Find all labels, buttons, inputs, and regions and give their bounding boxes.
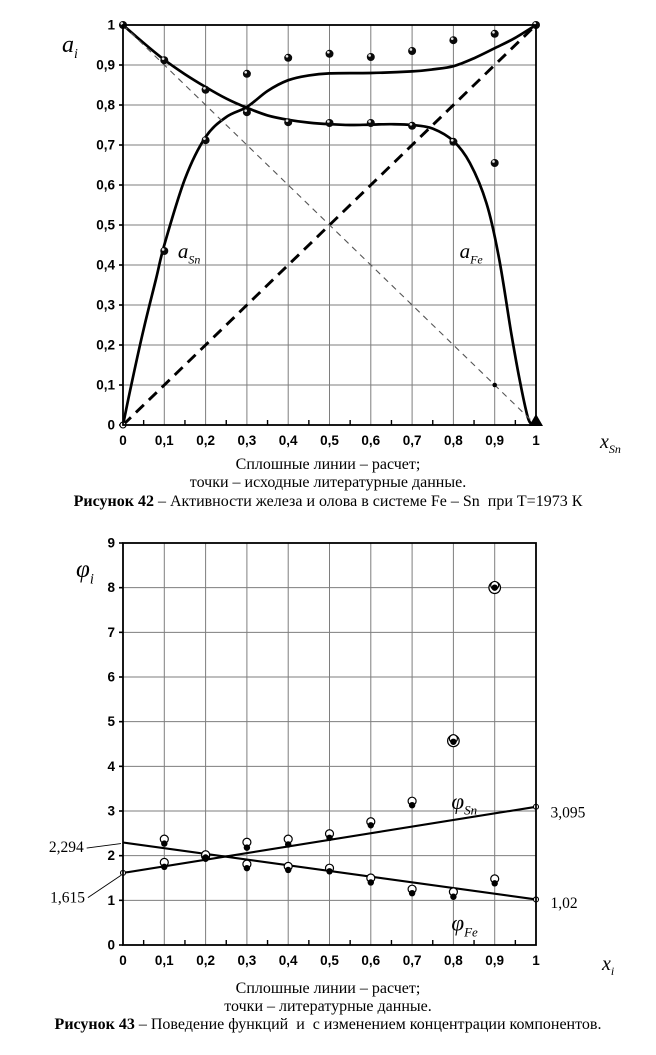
svg-text:0,5: 0,5: [320, 953, 339, 968]
svg-text:0,2: 0,2: [196, 953, 215, 968]
svg-text:φi: $\varphi_i$: [76, 556, 94, 588]
svg-text:0,8: 0,8: [444, 953, 463, 968]
svg-text:0,9: 0,9: [485, 433, 505, 448]
svg-text:1: 1: [532, 433, 540, 448]
svg-text:7: 7: [107, 624, 115, 640]
figure43-note-line1: Сплошные линии – расчет;: [235, 980, 421, 997]
svg-text:0,4: 0,4: [278, 953, 298, 968]
svg-text:0,4: 0,4: [278, 433, 298, 448]
svg-text:0: 0: [119, 433, 127, 448]
figure43-caption-label: Рисунок 43: [54, 1016, 135, 1033]
svg-text:0,8: 0,8: [444, 433, 463, 448]
svg-text:0,7: 0,7: [402, 433, 422, 448]
figure42-note-line2: точки – исходные литературные данные.: [189, 474, 467, 491]
figure42-caption-label: Рисунок 42: [73, 493, 154, 510]
svg-text:6: 6: [107, 669, 115, 685]
svg-text:0: 0: [107, 417, 115, 433]
phi-functions-chart: [0, 530, 656, 980]
svg-text:0,3: 0,3: [237, 433, 257, 448]
svg-text:0,7: 0,7: [96, 137, 115, 153]
svg-text:0,6: 0,6: [361, 953, 381, 968]
svg-text:0,5: 0,5: [320, 433, 339, 448]
svg-text:1: 1: [107, 17, 115, 33]
svg-text:9: 9: [107, 535, 115, 551]
svg-text:0: 0: [119, 953, 127, 968]
fe-sn-activity-chart: [0, 0, 656, 455]
svg-text:0,5: 0,5: [96, 217, 115, 233]
svg-text:1,02: 1,02: [550, 894, 578, 912]
svg-text:0,2: 0,2: [196, 433, 215, 448]
svg-text:0: 0: [107, 937, 115, 953]
svg-text:aFe: $a_{Fe}$: [459, 238, 483, 267]
svg-text:0,3: 0,3: [96, 297, 115, 313]
svg-text:xi: $x_i$: [602, 953, 615, 979]
svg-text:0,7: 0,7: [402, 953, 422, 968]
svg-text:0,1: 0,1: [154, 433, 174, 448]
svg-text:xSn: $x_{Sn}$: [600, 431, 621, 455]
svg-text:1,615: 1,615: [50, 889, 86, 907]
svg-text:0,9: 0,9: [485, 953, 505, 968]
svg-text:1: 1: [532, 953, 540, 968]
svg-text:0,8: 0,8: [96, 97, 115, 113]
figure43-note-line2: точки – литературные данные.: [224, 998, 432, 1015]
figure42-note-line1: Сплошные линии – расчет;: [235, 456, 421, 473]
svg-text:2: 2: [107, 848, 115, 864]
svg-text:3,095: 3,095: [550, 804, 586, 822]
svg-text:8: 8: [107, 580, 115, 596]
svg-text:φSn: $\varphi_{Sn}$: [451, 788, 478, 818]
svg-text:3: 3: [107, 803, 115, 819]
figure43-caption-text: – Поведение функций и с изменением концентрации компонентов.: [134, 1016, 602, 1033]
svg-text:0,4: 0,4: [96, 257, 115, 273]
svg-text:φFe: $\varphi_{Fe}$: [451, 910, 478, 940]
svg-text:0,1: 0,1: [154, 953, 174, 968]
svg-text:ai: $a_i$: [62, 32, 78, 63]
figure43-caption: [0, 1016, 656, 1034]
svg-text:5: 5: [107, 714, 115, 730]
figure42-caption-text: – Активности железа и олова в системе Fe – Sn при Т=1973 К: [153, 493, 583, 510]
svg-text:0,3: 0,3: [237, 953, 257, 968]
svg-text:aSn: $a_{Sn}$: [177, 238, 201, 267]
svg-text:1: 1: [107, 892, 115, 908]
svg-text:0,6: 0,6: [361, 433, 381, 448]
figure42-caption: [0, 493, 656, 511]
svg-text:0,6: 0,6: [96, 177, 115, 193]
svg-text:4: 4: [107, 758, 115, 774]
svg-text:2,294: 2,294: [48, 839, 84, 857]
svg-text:0,1: 0,1: [96, 377, 115, 393]
svg-text:0,9: 0,9: [96, 57, 115, 73]
svg-text:0,2: 0,2: [96, 337, 115, 353]
